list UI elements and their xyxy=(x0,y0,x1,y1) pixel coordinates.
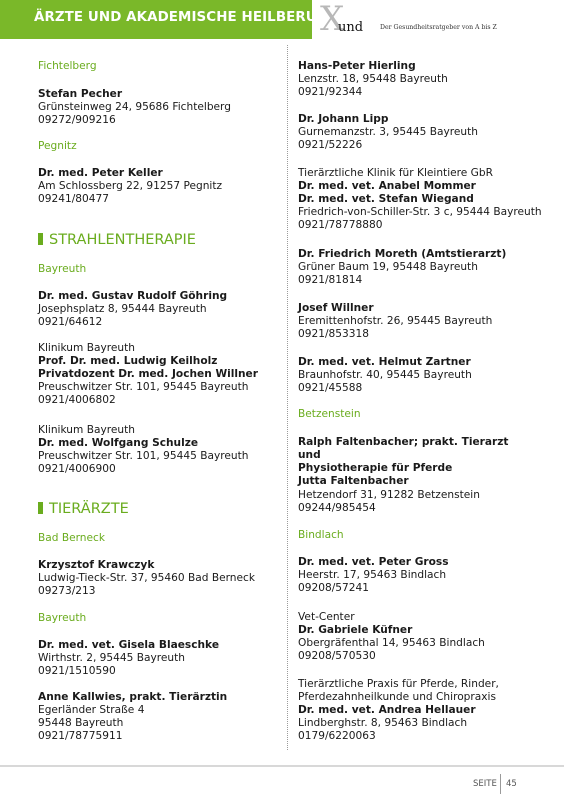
entry-phone: 0921/4006900 xyxy=(38,463,116,475)
entry-phone: 0921/4006802 xyxy=(38,394,116,406)
entry-name: und xyxy=(298,449,321,461)
entry-phone: 09241/80477 xyxy=(38,193,109,205)
logo-initial: X xyxy=(320,0,345,39)
entry-address: Obergräfenthal 14, 95463 Bindlach xyxy=(298,637,485,649)
entry-address: Preuschwitzer Str. 101, 95445 Bayreuth xyxy=(38,450,249,462)
entry-organisation: Pferdezahnheilkunde und Chiropraxis xyxy=(298,691,496,703)
entry-organisation: Vet-Center xyxy=(298,611,355,623)
entry-address: Eremittenhofstr. 26, 95445 Bayreuth xyxy=(298,315,493,327)
section-marker xyxy=(38,233,43,245)
column-divider xyxy=(287,45,288,750)
entry-name: Dr. med. Gustav Rudolf Göhring xyxy=(38,290,228,302)
chapter-title: ÄRZTE UND AKADEMISCHE HEILBERUFE xyxy=(34,10,336,25)
entry-name: Hans-Peter Hierling xyxy=(298,60,416,72)
section-heading-tieraerzte xyxy=(38,501,129,518)
entry-phone: 0921/52226 xyxy=(298,139,363,151)
entry-address: Grünsteinweg 24, 95686 Fichtelberg xyxy=(38,101,231,113)
entry-name: Dr. Johann Lipp xyxy=(298,113,389,125)
entry-phone: 0921/1510590 xyxy=(38,665,116,677)
entry-name: Anne Kallwies, prakt. Tierärztin xyxy=(38,691,228,703)
entry-name: Dr. med. vet. Gisela Blaeschke xyxy=(38,639,220,651)
entry-phone: 09244/985454 xyxy=(298,502,376,514)
section-heading-strahlentherapie xyxy=(38,232,196,249)
entry-name: Dr. Friedrich Moreth (Amtstierarzt) xyxy=(298,248,507,260)
entry-name: Dr. Gabriele Küfner xyxy=(298,624,413,636)
entry-phone: 0179/6220063 xyxy=(298,730,376,742)
entry-phone: 0921/81814 xyxy=(298,274,363,286)
logo-tagline: Der Gesundheitsratgeber von A bis Z xyxy=(380,24,497,31)
header-bar xyxy=(0,0,336,39)
entry-address: Grüner Baum 19, 95448 Bayreuth xyxy=(298,261,478,273)
entry-address: Heerstr. 17, 95463 Bindlach xyxy=(298,569,447,581)
entry-name: Dr. med. vet. Stefan Wiegand xyxy=(298,193,474,205)
entry-phone: 09273/213 xyxy=(38,585,96,597)
town-heading: Bayreuth xyxy=(38,612,87,624)
town-heading: Bindlach xyxy=(298,529,344,541)
entry-address: Hetzendorf 31, 91282 Betzenstein xyxy=(298,489,480,501)
entry-phone: 0921/64612 xyxy=(38,316,103,328)
entry-name: Ralph Faltenbacher; prakt. Tierarzt xyxy=(298,436,509,448)
entry-organisation: Klinikum Bayreuth xyxy=(38,342,135,354)
town-heading: Bad Berneck xyxy=(38,532,105,544)
entry-phone: 0921/45588 xyxy=(298,382,363,394)
entry-phone: 09272/909216 xyxy=(38,114,116,126)
footer-separator xyxy=(500,774,501,794)
section-heading-text: TIERÄRZTE xyxy=(49,501,129,517)
entry-name: Josef Willner xyxy=(298,302,374,314)
entry-phone: 09208/57241 xyxy=(298,582,369,594)
entry-address: 95448 Bayreuth xyxy=(38,717,124,729)
entry-organisation: Tierärztliche Praxis für Pferde, Rinder, xyxy=(298,678,499,690)
town-heading: Fichtelberg xyxy=(38,60,97,72)
entry-name: Privatdozent Dr. med. Jochen Willner xyxy=(38,368,258,380)
page-number: 45 xyxy=(506,779,517,789)
entry-name: Jutta Faltenbacher xyxy=(298,475,409,487)
entry-phone: 0921/853318 xyxy=(298,328,369,340)
entry-phone: 0921/78778880 xyxy=(298,219,383,231)
page-label: SEITE xyxy=(473,779,497,789)
entry-name: Dr. med. Peter Keller xyxy=(38,167,163,179)
entry-name: Physiotherapie für Pferde xyxy=(298,462,453,474)
entry-name: Stefan Pecher xyxy=(38,88,123,100)
entry-name: Dr. med. vet. Andrea Hellauer xyxy=(298,704,476,716)
entry-address: Lenzstr. 18, 95448 Bayreuth xyxy=(298,73,448,85)
entry-phone: 0921/92344 xyxy=(298,86,363,98)
entry-name: Dr. med. vet. Anabel Mommer xyxy=(298,180,476,192)
entry-name: Prof. Dr. med. Ludwig Keilholz xyxy=(38,355,218,367)
entry-phone: 0921/78775911 xyxy=(38,730,123,742)
town-heading: Pegnitz xyxy=(38,140,77,152)
footer-rule xyxy=(0,765,564,767)
town-heading: Bayreuth xyxy=(38,263,87,275)
entry-name: Dr. med. Wolfgang Schulze xyxy=(38,437,199,449)
section-marker xyxy=(38,502,43,514)
entry-address: Am Schlossberg 22, 91257 Pegnitz xyxy=(38,180,223,192)
logo-word: und xyxy=(338,20,364,35)
entry-organisation: Klinikum Bayreuth xyxy=(38,424,135,436)
entry-address: Gurnemanzstr. 3, 95445 Bayreuth xyxy=(298,126,478,138)
entry-phone: 09208/570530 xyxy=(298,650,376,662)
section-heading-text: STRAHLENTHERAPIE xyxy=(49,232,196,248)
town-heading: Betzenstein xyxy=(298,408,361,420)
publication-logo xyxy=(320,0,564,39)
entry-name: Dr. med. vet. Helmut Zartner xyxy=(298,356,471,368)
entry-address: Josephsplatz 8, 95444 Bayreuth xyxy=(38,303,207,315)
entry-name: Dr. med. vet. Peter Gross xyxy=(298,556,449,568)
entry-address: Lindberghstr. 8, 95463 Bindlach xyxy=(298,717,468,729)
entry-address: Wirthstr. 2, 95445 Bayreuth xyxy=(38,652,185,664)
entry-address: Egerländer Straße 4 xyxy=(38,704,145,716)
entry-address: Braunhofstr. 40, 95445 Bayreuth xyxy=(298,369,472,381)
entry-organisation: Tierärztliche Klinik für Kleintiere GbR xyxy=(298,167,493,179)
entry-address: Ludwig-Tieck-Str. 37, 95460 Bad Berneck xyxy=(38,572,255,584)
entry-address: Preuschwitzer Str. 101, 95445 Bayreuth xyxy=(38,381,249,393)
entry-address: Friedrich-von-Schiller-Str. 3 c, 95444 Bayreuth xyxy=(298,206,542,218)
entry-name: Krzysztof Krawczyk xyxy=(38,559,155,571)
